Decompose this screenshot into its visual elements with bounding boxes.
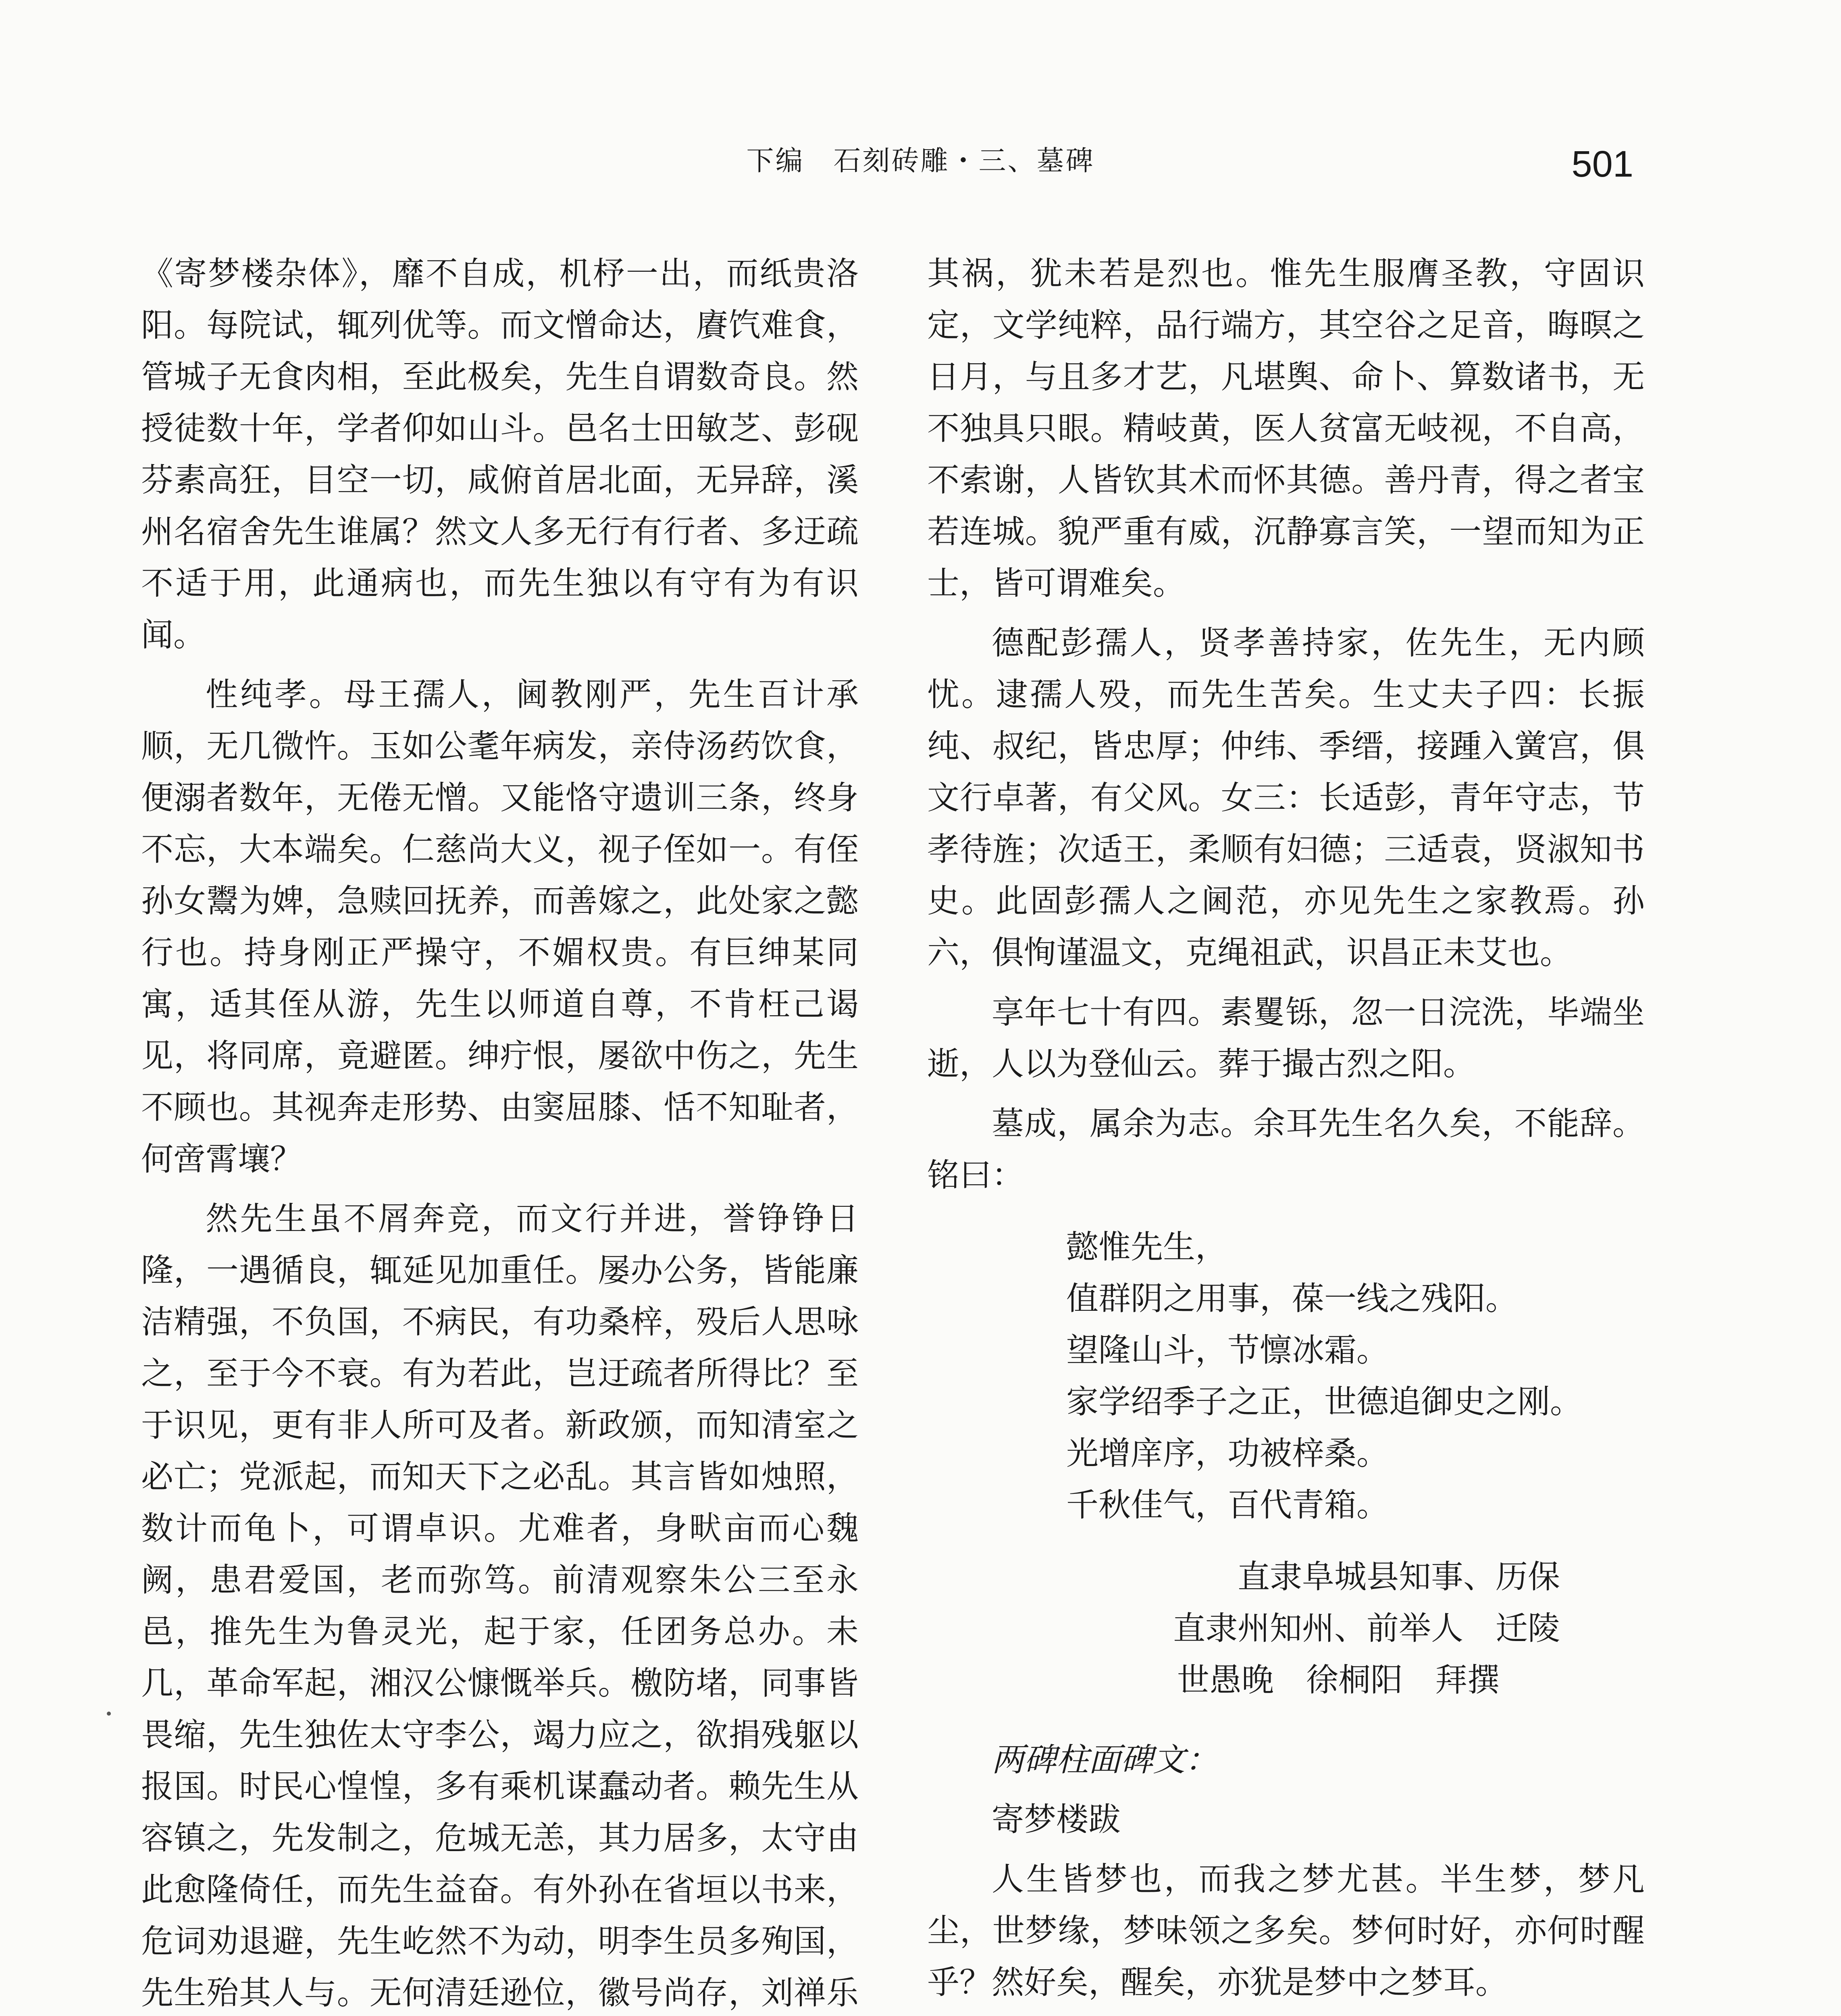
left-paragraph-3: 然先生虽不屑奔竞，而文行并进，誉铮铮日隆，一遇循良，辄延见加重任。屡办公务，皆能廉洁精强，不负国，不病民，有功桑梓，殁后人思咏之，至于今不衰。有为若此，岂迂疏者所得比？至于识见，更有非人所可及者。新政颁，而知清室之必亡；党派起，而知天下之必乱。其言皆如烛照，数计而龟卜，可谓卓识。尤难者，身畎亩而心魏阙，患君爱国，老而弥笃。前清观察朱公三至永邑，推先生为鲁灵光，起于家，任团务总办。未几，革命军起，湘汉公慷慨举兵。檄防堵，同事皆畏缩，先生独佐太守李公，竭力应之，欲捐残躯以报国。时民心惶惶，多有乘机谋蠢动者。赖先生从容镇之，先发制之，危城无恙，其力居多，太守由此愈隆倚任，而先生益奋。有外孙在省垣以书来，危词劝退避，先生屹然不为动，明李生员多殉国，先生殆其人与。无何清廷逊位，徽号尚存，刘禅乐 (141, 1200, 859, 2012)
poem-line: 值群阴之用事，葆一线之残阳。 (1066, 1280, 1518, 1317)
right-paragraph-5: 人生皆梦也，而我之梦尤甚。半生梦，梦凡尘，世梦缘，梦味领之多矣。梦何时好，亦何时醒乎？然好矣，醒矣，亦犹是梦中之梦耳。 (927, 1860, 1645, 2001)
section-heading: 两碑柱面碑文： (992, 1741, 1217, 1779)
poem-line: 家学绍季子之正，世德追御史之刚。 (1066, 1383, 1582, 1420)
signature-line: 直隶阜城县知事、历保 (1238, 1558, 1560, 1595)
left-paragraph-1: 《寄梦楼杂体》，靡不自成，机杼一出，而纸贵洛阳。每院试，辄列优等。而文憎命达，賡饩难食，管城子无食肉相，至此极矣，先生自谓数奇良。然授徒数十年，学者仰如山斗。邑名士田敏芝、彭砚芬素高狂，目空一切，咸俯首居北面，无异辞，溪州名宿舍先生谁属？然文人多无行有行者、多迂疏不适于用，此通病也，而先生独以有守有为有识闻。 (141, 255, 859, 654)
right-paragraph-4: 墓成，属余为志。余耳先生名久矣，不能辞。铭曰： (927, 1105, 1645, 1194)
signature-line: 世愚晚 徐桐阳 拜撰 (1177, 1661, 1500, 1699)
right-paragraph-1: 其祸，犹未若是烈也。惟先生服膺圣教，守固识定，文学纯粹，品行端方，其空谷之足音，晦暝之日月，与且多才艺，凡堪舆、命卜、算数诸书，无不独具只眼。精岐黄，医人贫富无岐视，不自高，不索谢，人皆钦其术而怀其德。善丹青，得之者宝若连城。貌严重有威，沉静寡言笑，一望而知为正士，皆可谓难矣。 (927, 255, 1645, 602)
right-paragraph-2: 德配彭孺人，贤孝善持家，佐先生，无内顾忧。逮孺人殁，而先生苦矣。生丈夫子四：长振纯、叔纪，皆忠厚；仲纬、季缙，接踵入黉宫，俱文行卓著，有父风。女三：长适彭，青年守志，节孝待旌；次适王，柔顺有妇德；三适袁，贤淑知书史。此固彭孺人之阃范，亦见先生之家教焉。孙六，俱恂谨温文，克绳祖武，识昌正未艾也。 (927, 624, 1645, 971)
page-number: 501 (1571, 144, 1633, 185)
author-signature (927, 1551, 1645, 1706)
running-head: 下编 石刻砖雕・三、墓碑 (746, 145, 1095, 177)
poem-line: 光增庠序，功被梓桑。 (1066, 1435, 1389, 1472)
poem-line: 千秋佳气，百代青箱。 (1066, 1486, 1389, 1524)
poem-line: 懿惟先生， (1066, 1228, 1227, 1266)
left-column (141, 248, 859, 2016)
right-paragraph-3: 享年七十有四。素矍铄，忽一日浣洗，毕端坐逝，人以为登仙云。葬于撮古烈之阳。 (927, 993, 1645, 1083)
right-column (927, 248, 1645, 2016)
scan-speck (107, 1712, 111, 1716)
poem-line: 望隆山斗，节懔冰霜。 (1066, 1331, 1389, 1369)
signature-line: 直隶州知州、前举人 迁陵 (1173, 1610, 1560, 1647)
section-subtitle: 寄梦楼跋 (992, 1801, 1121, 1838)
inscription-poem (927, 1221, 1645, 1531)
left-paragraph-2: 性纯孝。母王孺人，阃教刚严，先生百计承顺，无几微忤。玉如公耄年病发，亲侍汤药饮食，便溺者数年，无倦无憎。又能恪守遗训三条，终身不忘，大本端矣。仁慈尚大义，视子侄如一。有侄孙女鬻为婢，急赎回抚养，而善嫁之，此处家之懿行也。持身刚正严操守，不媚权贵。有巨绅某同寓，适其侄从游，先生以师道自尊，不肯枉己谒见，将同席，竟避匿。绅疔恨，屡欲中伤之，先生不顾也。其视奔走形势、由窦屈膝、恬不知耻者，何啻霄壤？ (141, 676, 859, 1178)
